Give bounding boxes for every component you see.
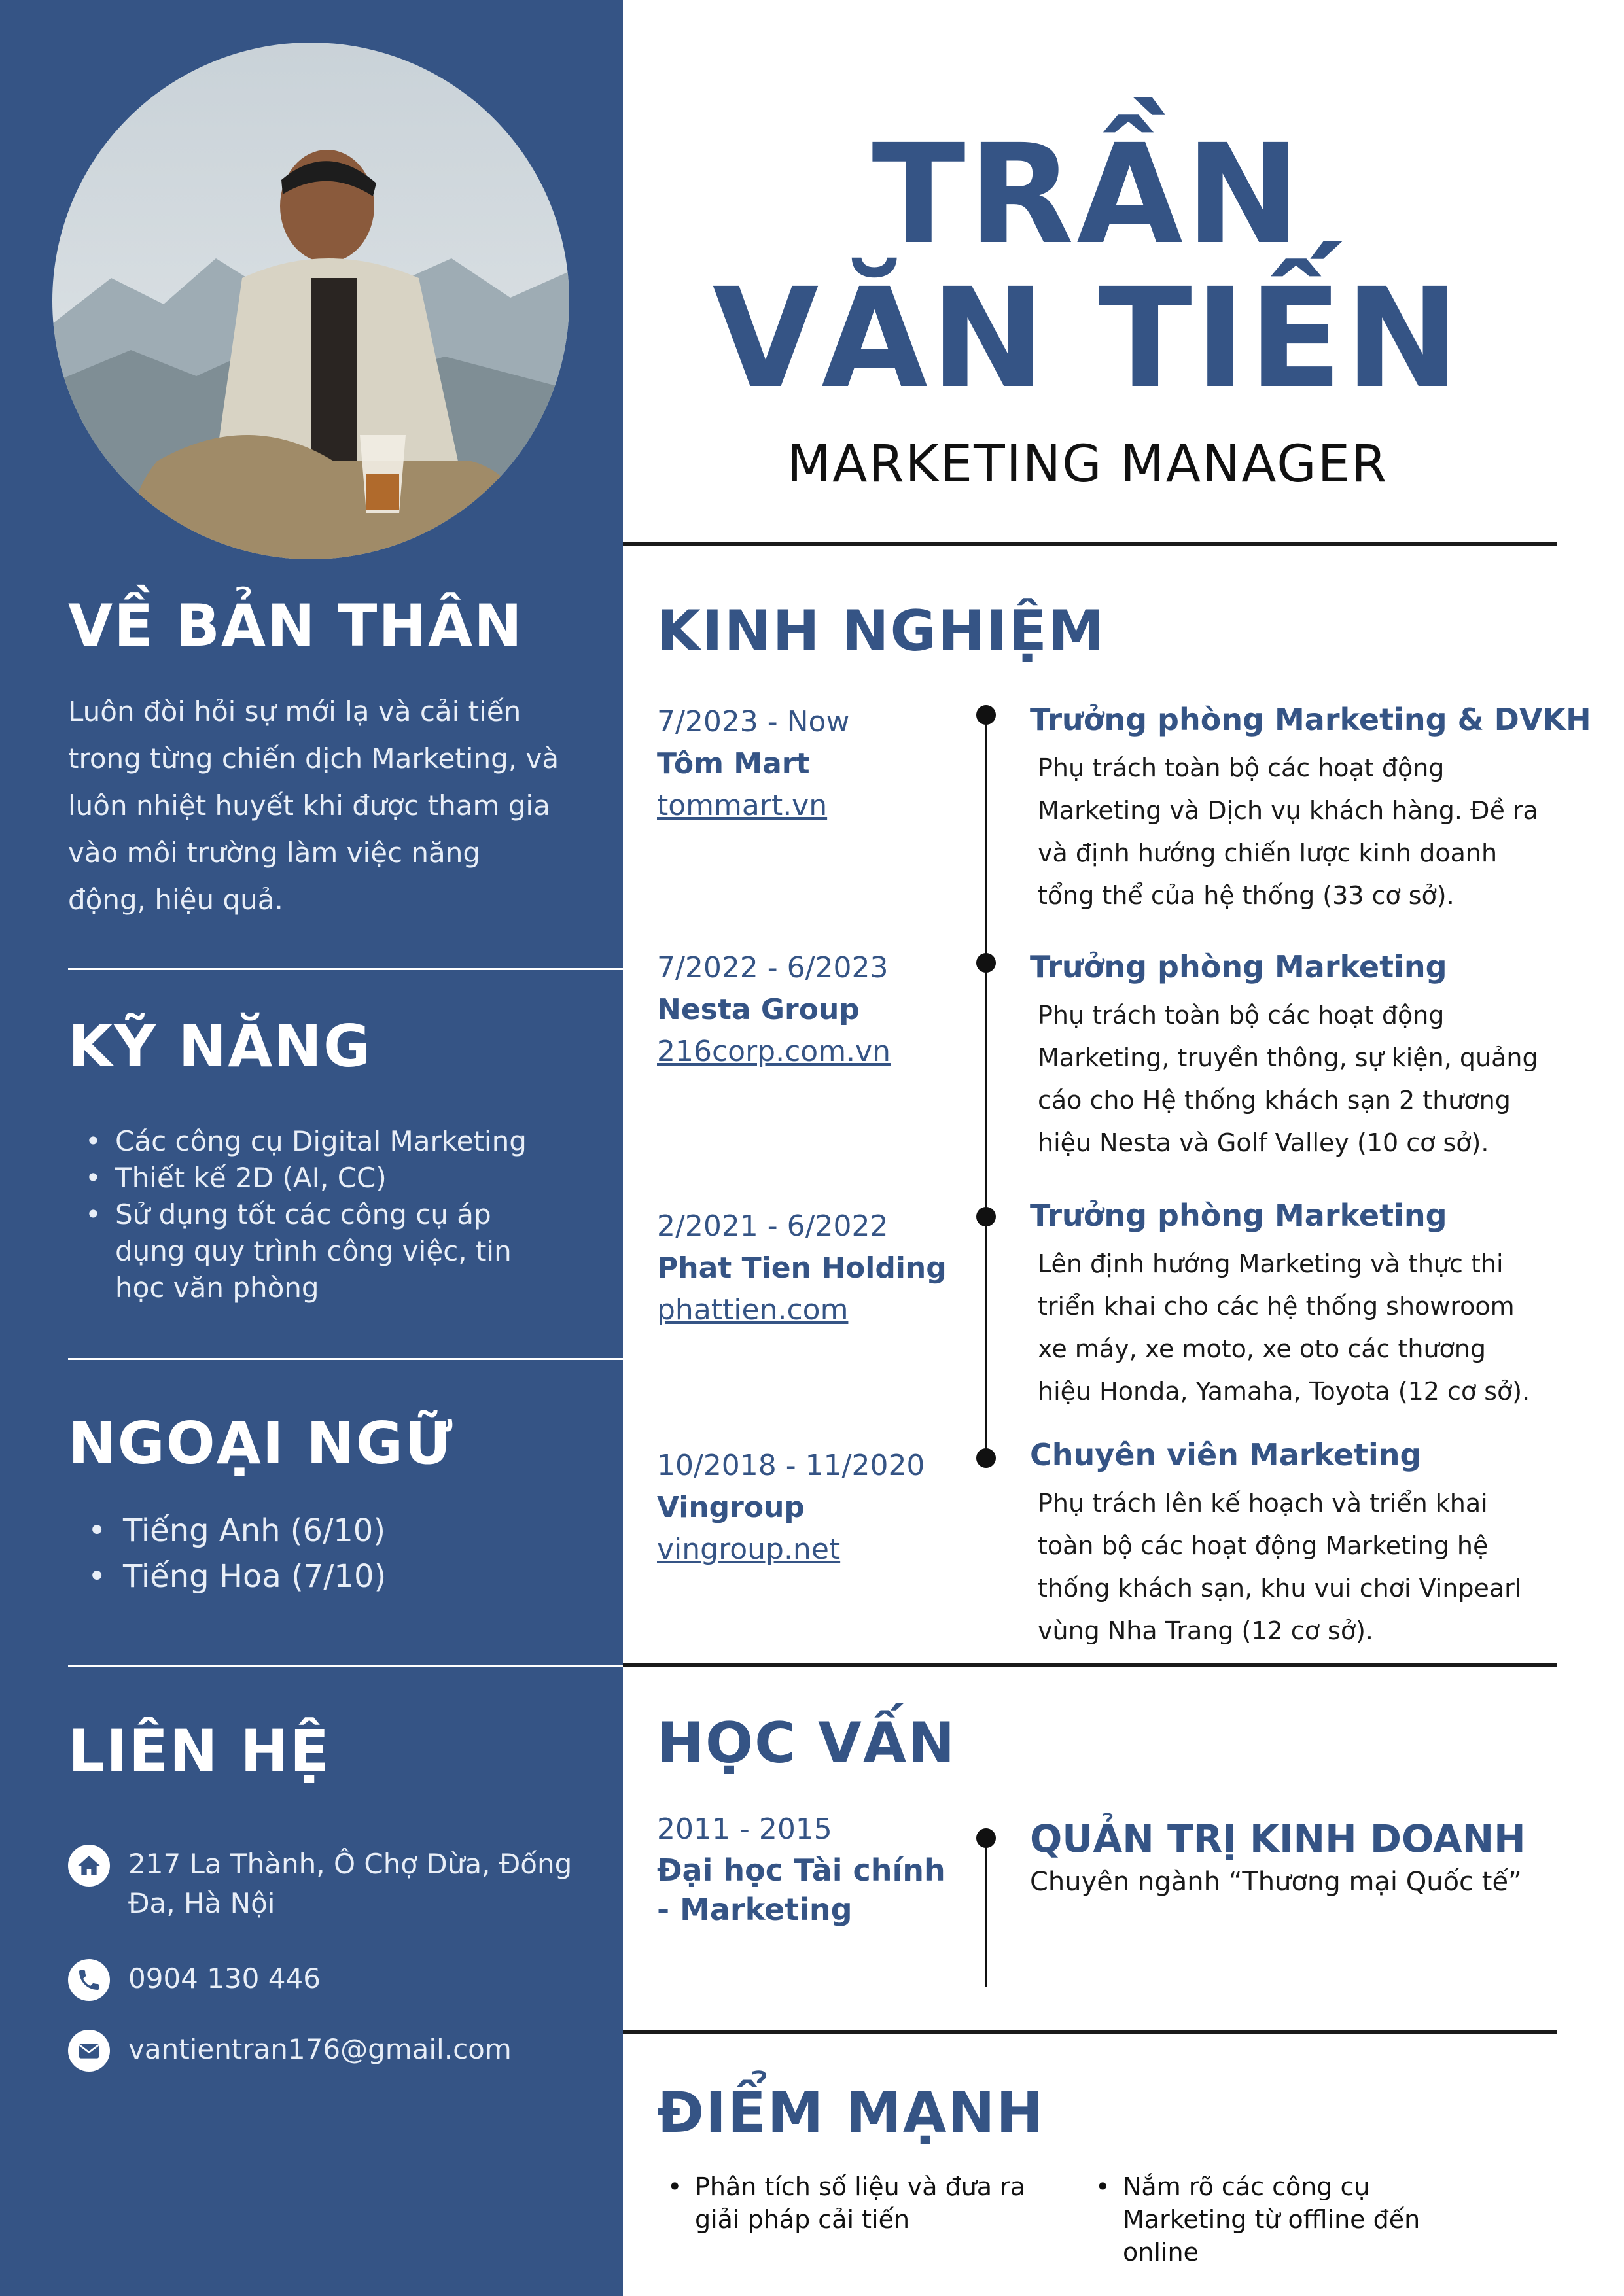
contact-phone[interactable] <box>68 1959 321 2001</box>
address-text: 217 La Thành, Ô Chợ Dừa, Đống Đa, Hà Nội <box>128 1848 573 1919</box>
phone-icon <box>68 1959 110 2001</box>
language-item: • Tiếng Anh (6/10) <box>68 1508 386 1554</box>
section-divider <box>68 1665 623 1667</box>
strength-item: • Nắm rõ các công cụ Marketing từ offline đến online <box>1084 2170 1489 2269</box>
job-detail <box>1030 1194 1553 1413</box>
education-heading: HỌC VẤN <box>657 1711 957 1776</box>
strengths-heading: ĐIỂM MẠNH <box>657 2080 1045 2146</box>
job-description: Lên định hướng Marketing và thực thi triển khai cho các hệ thống showroom xe máy, xe moto, xe oto các thương hiệu Honda, Yamaha, Toyota (12 cơ sở). <box>1038 1249 1530 1406</box>
job-link[interactable]: 216corp.com.vn <box>657 1035 891 1068</box>
job-description: Phụ trách toàn bộ các hoạt động Marketing và Dịch vụ khách hàng. Đề ra và định hướng chiến lược kinh doanh tổng thể của hệ thống (33 cơ sở). <box>1038 754 1538 910</box>
profile-photo-illustration <box>52 43 569 559</box>
job-role: Trưởng phòng Marketing <box>1030 1198 1447 1233</box>
mail-icon <box>68 2030 110 2072</box>
job-company: Nesta Group <box>657 993 860 1026</box>
job-link[interactable]: tommart.vn <box>657 789 828 822</box>
strengths-list <box>1084 2170 1489 2269</box>
phone-text[interactable]: 0904 130 446 <box>128 1962 321 1994</box>
job-detail <box>1030 946 1553 1164</box>
job-role: Trưởng phòng Marketing <box>1030 949 1447 984</box>
contact-email[interactable] <box>68 2030 512 2072</box>
skill-item: • Các công cụ Digital Marketing <box>68 1123 539 1160</box>
home-icon <box>68 1845 110 1887</box>
job-company: Phat Tien Holding <box>657 1251 947 1285</box>
about-heading: VỀ BẢN THÂN <box>68 592 523 659</box>
main-content <box>623 0 1624 2296</box>
timeline-dot <box>976 1207 996 1226</box>
job-meta <box>657 1206 958 1331</box>
job-company: Vingroup <box>657 1491 805 1524</box>
education-timeline <box>985 1838 987 1987</box>
skills-list <box>68 1123 539 1306</box>
job-role: Chuyên viên Marketing <box>1030 1437 1422 1472</box>
education-years: 2011 - 2015 <box>657 1813 832 1846</box>
section-divider <box>68 1358 623 1360</box>
job-date: 7/2023 - Now <box>657 705 850 739</box>
name-line-1: TRẦN <box>872 114 1303 275</box>
about-text: Luôn đòi hỏi sự mới lạ và cải tiến trong từng chiến dịch Marketing, và luôn nhiệt huyết khi được tham gia vào môi trường làm việc năng động, hiệu quả. <box>68 695 559 916</box>
job-company: Tôm Mart <box>657 747 810 780</box>
job-date: 10/2018 - 11/2020 <box>657 1449 925 1482</box>
section-divider <box>68 968 623 970</box>
education-detail <box>1030 1815 1553 1902</box>
experience-timeline <box>985 716 987 1462</box>
section-divider <box>623 1663 1557 1667</box>
skill-item: • Sử dụng tốt các công cụ áp dụng quy trình công việc, tin học văn phòng <box>68 1196 539 1306</box>
job-title: MARKETING MANAGER <box>786 435 1388 494</box>
profile-photo <box>52 43 569 559</box>
languages-heading: NGOẠI NGỮ <box>68 1410 454 1477</box>
education-meta <box>657 1809 958 1929</box>
sidebar <box>0 0 623 2296</box>
language-item: • Tiếng Hoa (7/10) <box>68 1554 386 1599</box>
job-meta <box>657 947 958 1073</box>
education-major: Chuyên ngành “Thương mại Quốc tế” <box>1030 1867 1522 1897</box>
education-school: Đại học Tài chính - Marketing <box>657 1852 945 1927</box>
timeline-dot <box>976 953 996 973</box>
section-divider <box>623 542 1557 546</box>
strengths-list <box>656 2170 1061 2236</box>
job-meta <box>657 701 958 827</box>
job-description: Phụ trách lên kế hoạch và triển khai toàn bộ các hoạt động Marketing hệ thống khách sạn, khu vui chơi Vinpearl vùng Nha Trang (12 cơ sở). <box>1038 1489 1522 1645</box>
section-divider <box>623 2030 1557 2034</box>
strength-item: • Phân tích số liệu và đưa ra giải pháp cải tiến <box>656 2170 1061 2236</box>
job-detail <box>1030 1434 1553 1652</box>
job-date: 7/2022 - 6/2023 <box>657 951 889 984</box>
education-degree: QUẢN TRỊ KINH DOANH <box>1030 1817 1526 1861</box>
timeline-dot <box>976 705 996 725</box>
contact-address <box>68 1845 593 1923</box>
job-link[interactable]: phattien.com <box>657 1293 849 1327</box>
job-detail <box>1030 699 1591 917</box>
timeline-dot <box>976 1448 996 1468</box>
languages-list <box>68 1508 386 1599</box>
timeline-dot <box>976 1828 996 1848</box>
job-link[interactable]: vingroup.net <box>657 1533 841 1566</box>
skill-item: • Thiết kế 2D (AI, CC) <box>68 1160 539 1196</box>
job-role: Trưởng phòng Marketing & DVKH <box>1030 702 1591 737</box>
name-line-2: VĂN TIẾN <box>712 258 1463 419</box>
job-date: 2/2021 - 6/2022 <box>657 1209 889 1243</box>
skills-heading: KỸ NĂNG <box>68 1013 372 1080</box>
experience-heading: KINH NGHIỆM <box>657 599 1106 664</box>
contact-heading: LIÊN HỆ <box>68 1717 330 1784</box>
email-text[interactable]: vantientran176@gmail.com <box>128 2033 512 2065</box>
job-description: Phụ trách toàn bộ các hoạt động Marketing, truyền thông, sự kiện, quảng cáo cho Hệ thống khách sạn 2 thương hiệu Nesta và Golf Valley (10 cơ sở). <box>1038 1001 1538 1157</box>
job-meta <box>657 1445 958 1571</box>
